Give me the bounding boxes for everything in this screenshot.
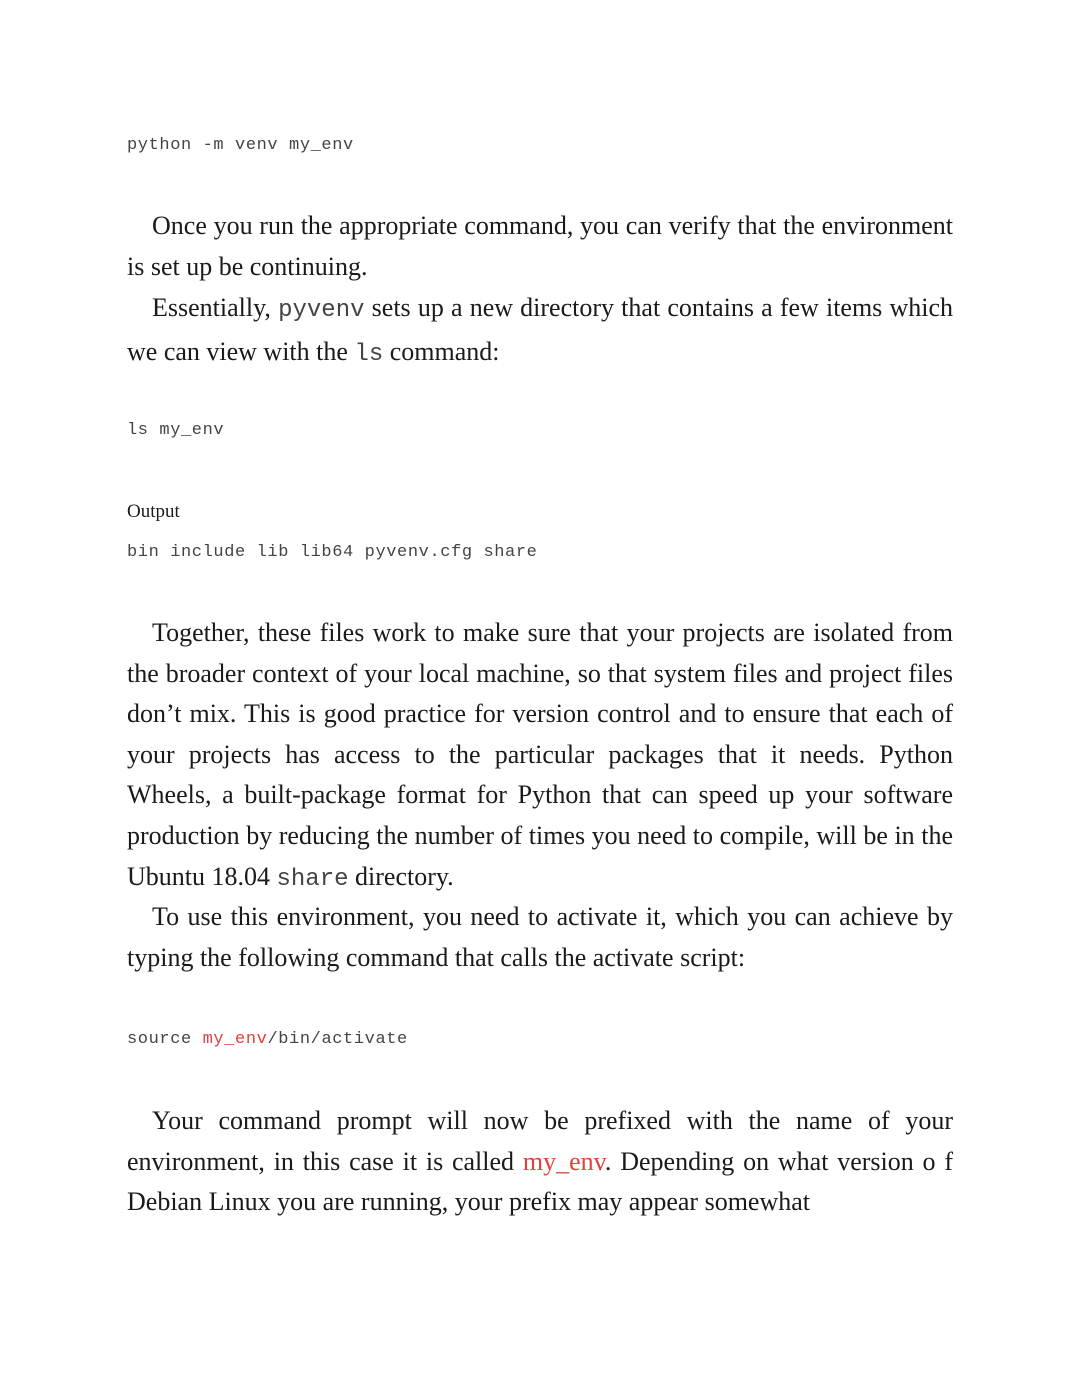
paragraph-text: Your command prompt will now be prefixed with the name of your environment, in this case it is called: [127, 1106, 953, 1176]
paragraph-activate: To use this environment, you need to activate it, which you can achieve by typing the following command that calls the activate script:: [127, 902, 953, 972]
paragraph-pyvenv: [127, 288, 953, 375]
inline-code-pyvenv: pyvenv: [278, 297, 365, 324]
code-ls-env: ls my_env: [127, 421, 225, 440]
inline-code-share: share: [276, 865, 349, 893]
paragraph-together: [127, 613, 953, 900]
paragraph-text: directory.: [348, 861, 454, 891]
paragraph-text: Essentially,: [152, 293, 279, 322]
code-highlight: my_env: [202, 1030, 268, 1049]
paragraph-verify: Once you run the appropriate command, you can verify that the environment is set up be continuing.: [127, 211, 953, 281]
code-text: /bin/activate: [267, 1030, 408, 1049]
code-output: bin include lib lib64 pyvenv.cfg share: [127, 543, 538, 562]
paragraph-text: command:: [383, 336, 500, 366]
paragraph-text: sets up a new directory that contains a few items which we can view with the: [127, 293, 954, 366]
code-activate: [127, 1029, 408, 1051]
inline-highlight-my-env: my_env: [522, 1146, 605, 1176]
paragraph-prompt: [127, 1101, 953, 1223]
output-label: Output: [127, 501, 180, 522]
paragraph-text: . Depending on what version o f Debian Linux you are running, your prefix may appear somewhat: [127, 1146, 953, 1217]
paragraph-text: Together, these files work to make sure that your projects are isolated from the broader context of your local machine, so that system files and project files don’t mix. This is good practice for version control and to ensure that each of your projects has access to the particular packages that it needs. Python Wheels, a built-package format for Python that can speed up your software production by reducing the number of times you need to compile, will be in the Ubuntu 18.04: [127, 618, 953, 891]
code-create-venv: python -m venv my_env: [127, 136, 354, 155]
code-text: source: [127, 1030, 203, 1049]
inline-code-ls: ls: [354, 340, 384, 368]
